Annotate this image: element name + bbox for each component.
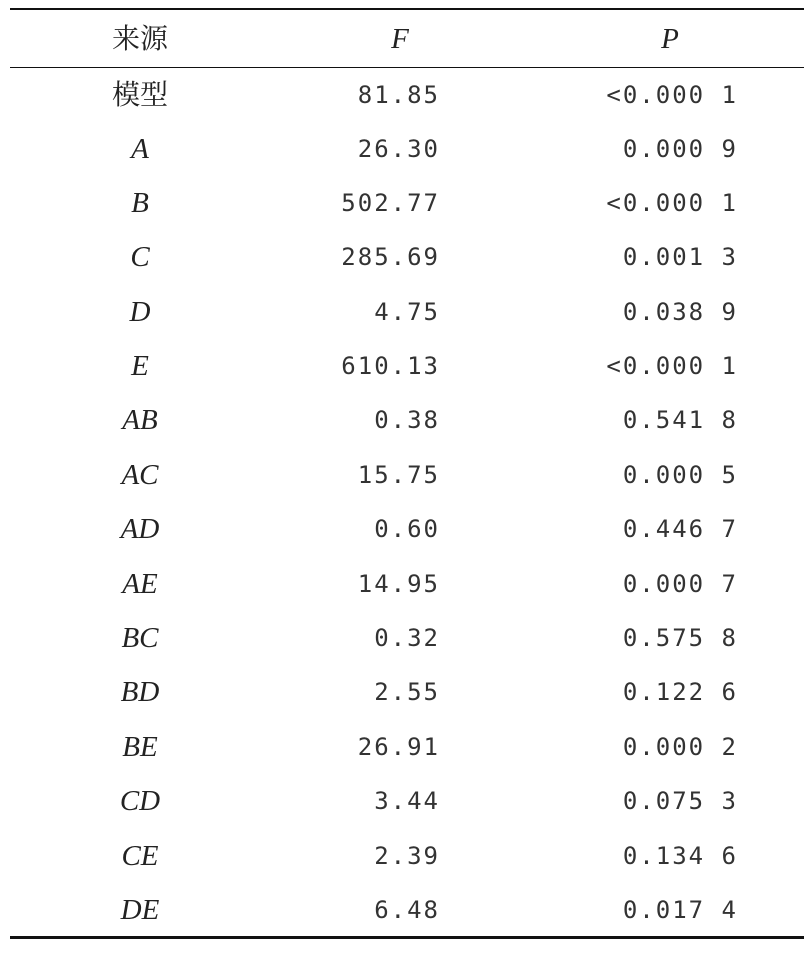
table-row — [0, 448, 806, 502]
row-p-value: 0.000 5 — [622, 461, 738, 489]
table-row — [0, 557, 806, 611]
row-source: AB — [122, 404, 158, 436]
row-f-value: 14.95 — [357, 570, 440, 598]
row-f-value: 610.13 — [341, 352, 440, 380]
row-f-value: 4.75 — [374, 298, 440, 326]
row-source: AE — [122, 568, 158, 600]
header-p: P — [661, 23, 679, 55]
table-row — [0, 883, 806, 937]
row-p-value: 0.134 6 — [622, 842, 738, 870]
table-bottom-rule — [10, 936, 804, 939]
table-row — [0, 829, 806, 883]
table-row — [0, 176, 806, 230]
row-source: BC — [121, 622, 159, 654]
row-p-value: 0.017 4 — [622, 896, 738, 924]
row-p-value: 0.038 9 — [622, 298, 738, 326]
row-p-value: <0.000 1 — [606, 189, 738, 217]
row-source: AC — [121, 459, 159, 491]
row-source: CE — [121, 840, 159, 872]
header-f: F — [391, 23, 409, 55]
row-f-value: 285.69 — [341, 243, 440, 271]
row-f-value: 502.77 — [341, 189, 440, 217]
row-source: AD — [120, 513, 160, 545]
table-row — [0, 285, 806, 339]
row-source: 模型 — [111, 78, 168, 111]
row-f-value: 81.85 — [357, 81, 440, 109]
row-source: A — [131, 133, 149, 165]
table-header-row — [0, 12, 806, 66]
table-row — [0, 122, 806, 176]
row-p-value: 0.001 3 — [622, 243, 738, 271]
table-row — [0, 502, 806, 556]
row-source: D — [129, 296, 151, 328]
row-p-value: 0.000 2 — [622, 733, 738, 761]
row-p-value: 0.446 7 — [622, 515, 738, 543]
row-p-value: 0.541 8 — [622, 406, 738, 434]
table-row — [0, 68, 806, 122]
row-f-value: 26.91 — [357, 733, 440, 761]
row-f-value: 0.32 — [374, 624, 440, 652]
row-source: CD — [119, 785, 161, 817]
row-source: C — [130, 241, 150, 273]
table-row — [0, 720, 806, 774]
row-f-value: 0.38 — [374, 406, 440, 434]
table-row — [0, 393, 806, 447]
table-row — [0, 230, 806, 284]
table-row — [0, 339, 806, 393]
row-source: BE — [122, 731, 158, 763]
row-source: DE — [120, 894, 160, 926]
row-f-value: 0.60 — [374, 515, 440, 543]
row-p-value: 0.075 3 — [622, 787, 738, 815]
row-f-value: 15.75 — [357, 461, 440, 489]
header-source: 来源 — [111, 22, 168, 55]
table-row — [0, 611, 806, 665]
row-p-value: 0.000 9 — [622, 135, 738, 163]
row-source: BD — [120, 676, 160, 708]
row-p-value: 0.122 6 — [622, 678, 738, 706]
row-p-value: 0.575 8 — [622, 624, 738, 652]
row-p-value: <0.000 1 — [606, 81, 738, 109]
row-f-value: 2.55 — [374, 678, 440, 706]
table-top-rule — [10, 8, 804, 10]
row-f-value: 3.44 — [374, 787, 440, 815]
row-f-value: 2.39 — [374, 842, 440, 870]
row-p-value: <0.000 1 — [606, 352, 738, 380]
table-row — [0, 665, 806, 719]
row-p-value: 0.000 7 — [622, 570, 738, 598]
row-f-value: 26.30 — [357, 135, 440, 163]
row-source: E — [131, 350, 149, 382]
row-source: B — [131, 187, 149, 219]
table-row — [0, 774, 806, 828]
row-f-value: 6.48 — [374, 896, 440, 924]
